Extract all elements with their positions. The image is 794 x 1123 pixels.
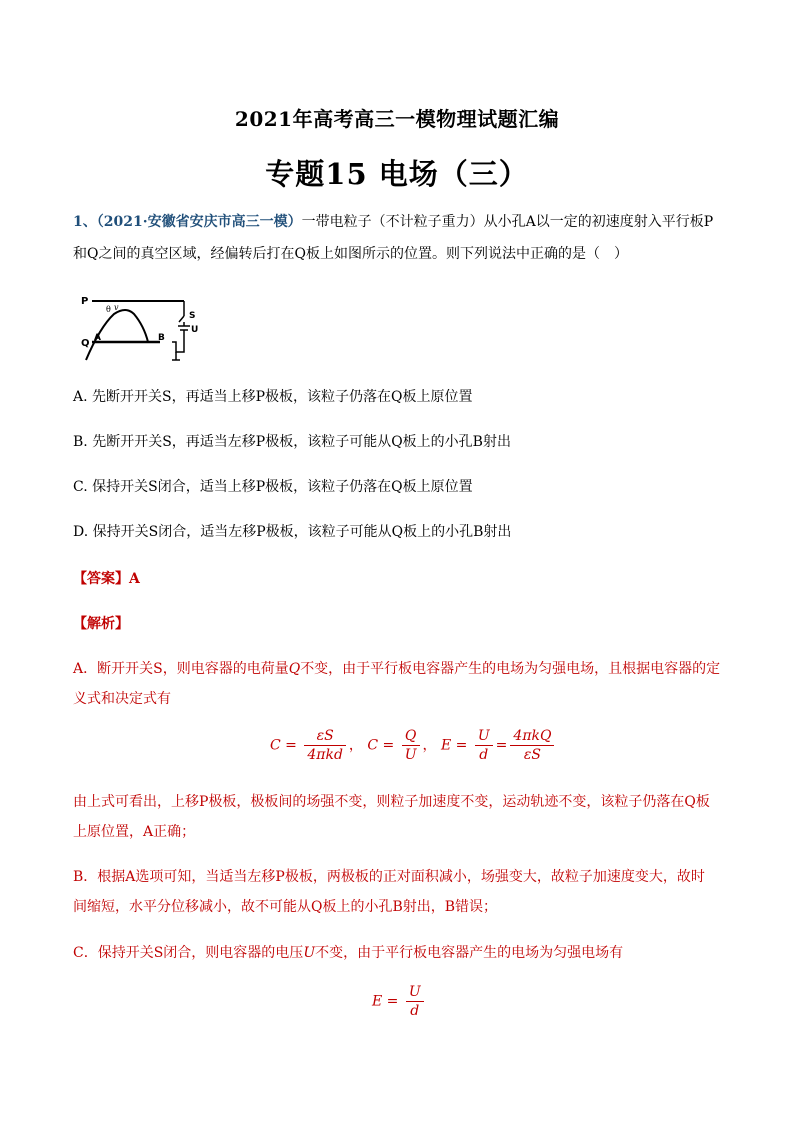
label-s: S bbox=[189, 311, 196, 321]
f4-lhs: E = bbox=[372, 993, 399, 1010]
formula-row-2 bbox=[372, 984, 427, 1019]
f1-den: 4πkd bbox=[307, 747, 343, 763]
document-title: 专题15 电场（三） bbox=[265, 157, 529, 191]
analysis-c-text-1: C．保持开关S闭合，则电容器的电压 bbox=[73, 945, 304, 961]
f3-num: U bbox=[475, 728, 493, 746]
f2-fraction bbox=[402, 728, 420, 763]
answer-line bbox=[73, 568, 140, 588]
f4-num: U bbox=[406, 984, 424, 1002]
capacitor-figure bbox=[78, 292, 208, 364]
f3-lhs: E = bbox=[441, 737, 468, 754]
analysis-a-line-4: 上原位置，A正确； bbox=[73, 824, 196, 840]
circuit-wire bbox=[172, 301, 190, 352]
formula-row-1 bbox=[270, 728, 557, 763]
analysis-a-line-2: 义式和决定式有 bbox=[73, 691, 171, 707]
question-number: 1、 bbox=[73, 214, 97, 230]
option-b: B. 先断开开关S，再适当左移P极板，该粒子可能从Q板上的小孔B射出 bbox=[73, 434, 511, 450]
label-p: P bbox=[81, 296, 89, 307]
f4-den: d bbox=[410, 1003, 420, 1019]
analysis-a-text-2: 不变，由于平行板电容器产生的电场为匀强电场，且根据电容器的定 bbox=[300, 661, 721, 677]
f3-den2: εS bbox=[523, 747, 541, 763]
analysis-b-line-2: 间缩短，水平分位移减小，故不可能从Q板上的小孔B射出，B错误； bbox=[73, 899, 498, 915]
label-v: v bbox=[114, 303, 119, 312]
analysis-a-line-1 bbox=[73, 659, 720, 679]
analysis-a-text-1: A．断开开关S，则电容器的电荷量 bbox=[73, 661, 289, 677]
comma-1: ， bbox=[348, 737, 363, 754]
label-q: Q bbox=[81, 338, 90, 349]
question-line-1 bbox=[73, 212, 713, 232]
question-text-1: 一带电粒子（不计粒子重力）从小孔A以一定的初速度射入平行板P bbox=[301, 214, 714, 230]
var-u: U bbox=[303, 945, 316, 961]
f3-den: d bbox=[479, 747, 489, 763]
answer-tag: 【答案】 bbox=[73, 571, 129, 587]
label-a: A bbox=[94, 333, 101, 343]
option-d: D. 保持开关S闭合，适当左移P极板，该粒子可能从Q板上的小孔B射出 bbox=[73, 524, 512, 540]
question-source: （2021·安徽省安庆市高三一模） bbox=[96, 214, 302, 230]
f3-eq: = bbox=[495, 737, 508, 754]
analysis-b-line-1: B．根据A选项可知，当适当左移P极板，两极板的正对面积减小，场强变大，故粒子加速度变大，故时 bbox=[73, 869, 705, 885]
f2-num: Q bbox=[402, 728, 420, 746]
var-q: Q bbox=[288, 661, 301, 677]
analysis-c-line-1 bbox=[73, 943, 623, 963]
f2-den: U bbox=[404, 747, 417, 763]
f1-lhs: C = bbox=[270, 737, 297, 754]
f3-fraction-1 bbox=[475, 728, 493, 763]
analysis-tag: 【解析】 bbox=[73, 616, 129, 632]
analysis-c-text-2: 不变，由于平行板电容器产生的电场为匀强电场有 bbox=[315, 945, 624, 961]
label-u: U bbox=[191, 325, 199, 335]
comma-2: ， bbox=[422, 737, 437, 754]
analysis-a-line-3: 由上式可看出，上移P极板，极板间的场强不变，则粒子加速度不变，运动轨迹不变，该粒子仍落在Q板 bbox=[73, 794, 710, 810]
question-line-2: 和Q之间的真空区域，经偏转后打在Q板上如图所示的位置。则下列说法中正确的是（ ） bbox=[73, 246, 628, 262]
label-b: B bbox=[158, 333, 165, 343]
f1-num: εS bbox=[304, 728, 346, 746]
switch-s bbox=[179, 316, 184, 322]
f1-fraction bbox=[304, 728, 346, 763]
label-theta: θ bbox=[106, 305, 111, 314]
document-subtitle: 2021年高考高三一模物理试题汇编 bbox=[234, 107, 560, 131]
f2-lhs: C = bbox=[367, 737, 395, 754]
f3-num2: 4πkQ bbox=[510, 728, 554, 746]
f4-fraction bbox=[406, 984, 424, 1019]
option-c: C. 保持开关S闭合，适当上移P极板，该粒子仍落在Q板上原位置 bbox=[73, 479, 473, 495]
answer-value: A bbox=[129, 571, 140, 587]
f3-fraction-2 bbox=[510, 728, 554, 763]
option-a: A. 先断开开关S，再适当上移P极板，该粒子仍落在Q板上原位置 bbox=[73, 389, 473, 405]
